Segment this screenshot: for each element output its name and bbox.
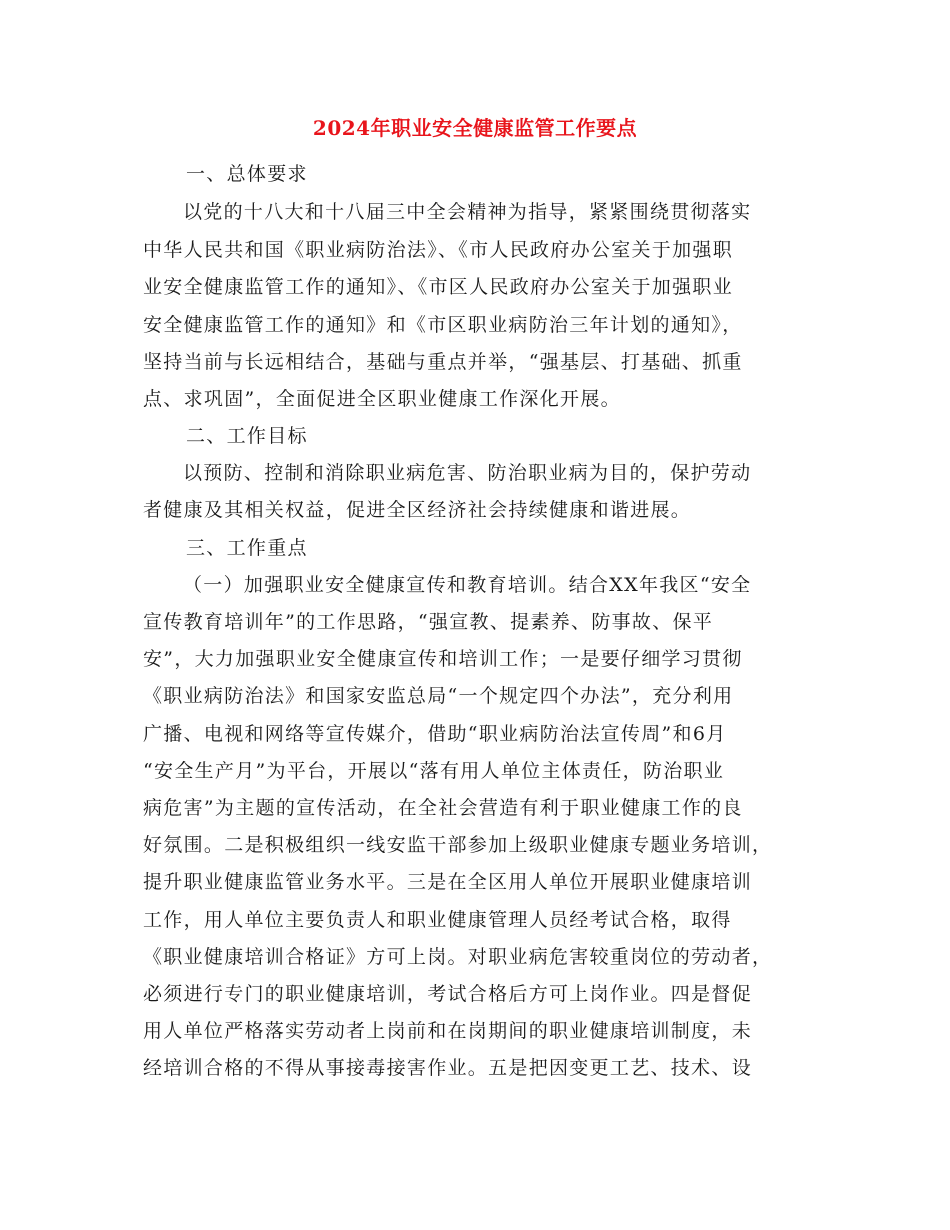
- paragraph-line: 提升职业健康监管业务水平。三是在全区用人单位开展职业健康培训: [143, 871, 753, 893]
- paragraph-line: 点、求巩固”，全面促进全区职业健康工作深化开展。: [143, 388, 621, 410]
- paragraph-line: 用人单位严格落实劳动者上岗前和在岗期间的职业健康培训制度，未: [143, 1020, 753, 1042]
- paragraph-line: 中华人民共和国《职业病防治法》、《市人民政府办公室关于加强职: [143, 239, 734, 261]
- paragraph-line: 广播、电视和网络等宣传媒介，借助“职业病防治法宣传周”和6月: [143, 723, 727, 745]
- paragraph-line: 业安全健康监管工作的通知》、《市区人民政府办公室关于加强职业: [143, 276, 734, 298]
- section-heading-work-focus: 三、工作重点: [186, 537, 308, 559]
- paragraph-line: 以党的十八大和十八届三中全会精神为指导，紧紧围绕贯彻落实: [183, 201, 752, 223]
- paragraph-line: “安全生产月”为平台，开展以“落有用人单位主体责任，防治职业: [143, 760, 725, 782]
- paragraph-line: 病危害”为主题的宣传活动，在全社会营造有利于职业健康工作的良: [143, 797, 743, 819]
- section-heading-work-goals: 二、工作目标: [186, 425, 308, 447]
- document-title: 2024年职业安全健康监管工作要点: [312, 116, 638, 140]
- paragraph-line: 《职业病防治法》和国家安监总局“一个规定四个办法”，充分利用: [143, 685, 734, 707]
- paragraph-line: 坚持当前与长远相结合，基础与重点并举，“强基层、打基础、抓重: [143, 351, 743, 373]
- paragraph-line: 好氛围。二是积极组织一线安监干部参加上级职业健康专题业务培训，: [143, 834, 773, 856]
- paragraph-line: 者健康及其相关权益，促进全区经济社会持续健康和谐进展。: [143, 499, 692, 521]
- paragraph-line: 必须进行专门的职业健康培训，考试合格后方可上岗作业。四是督促: [143, 983, 753, 1005]
- paragraph-line: 安”，大力加强职业安全健康宣传和培训工作；一是要仔细学习贯彻: [143, 648, 743, 670]
- paragraph-line: 工作，用人单位主要负责人和职业健康管理人员经考试合格，取得: [143, 909, 732, 931]
- paragraph-line: 《职业健康培训合格证》方可上岗。对职业病危害较重岗位的劳动者，: [143, 946, 773, 968]
- paragraph-line: （一）加强职业安全健康宣传和教育培训。结合XX年我区“安全: [183, 574, 752, 596]
- section-heading-overall-requirements: 一、总体要求: [186, 163, 308, 185]
- paragraph-line: 宣传教育培训年”的工作思路，“强宣教、提素养、防事故、保平: [143, 611, 714, 633]
- paragraph-line: 经培训合格的不得从事接毒接害作业。五是把因变更工艺、技术、设: [143, 1057, 753, 1079]
- paragraph-line: 以预防、控制和消除职业病危害、防治职业病为目的，保护劳动: [183, 462, 752, 484]
- paragraph-line: 安全健康监管工作的通知》和《市区职业病防治三年计划的通知》，: [143, 314, 743, 336]
